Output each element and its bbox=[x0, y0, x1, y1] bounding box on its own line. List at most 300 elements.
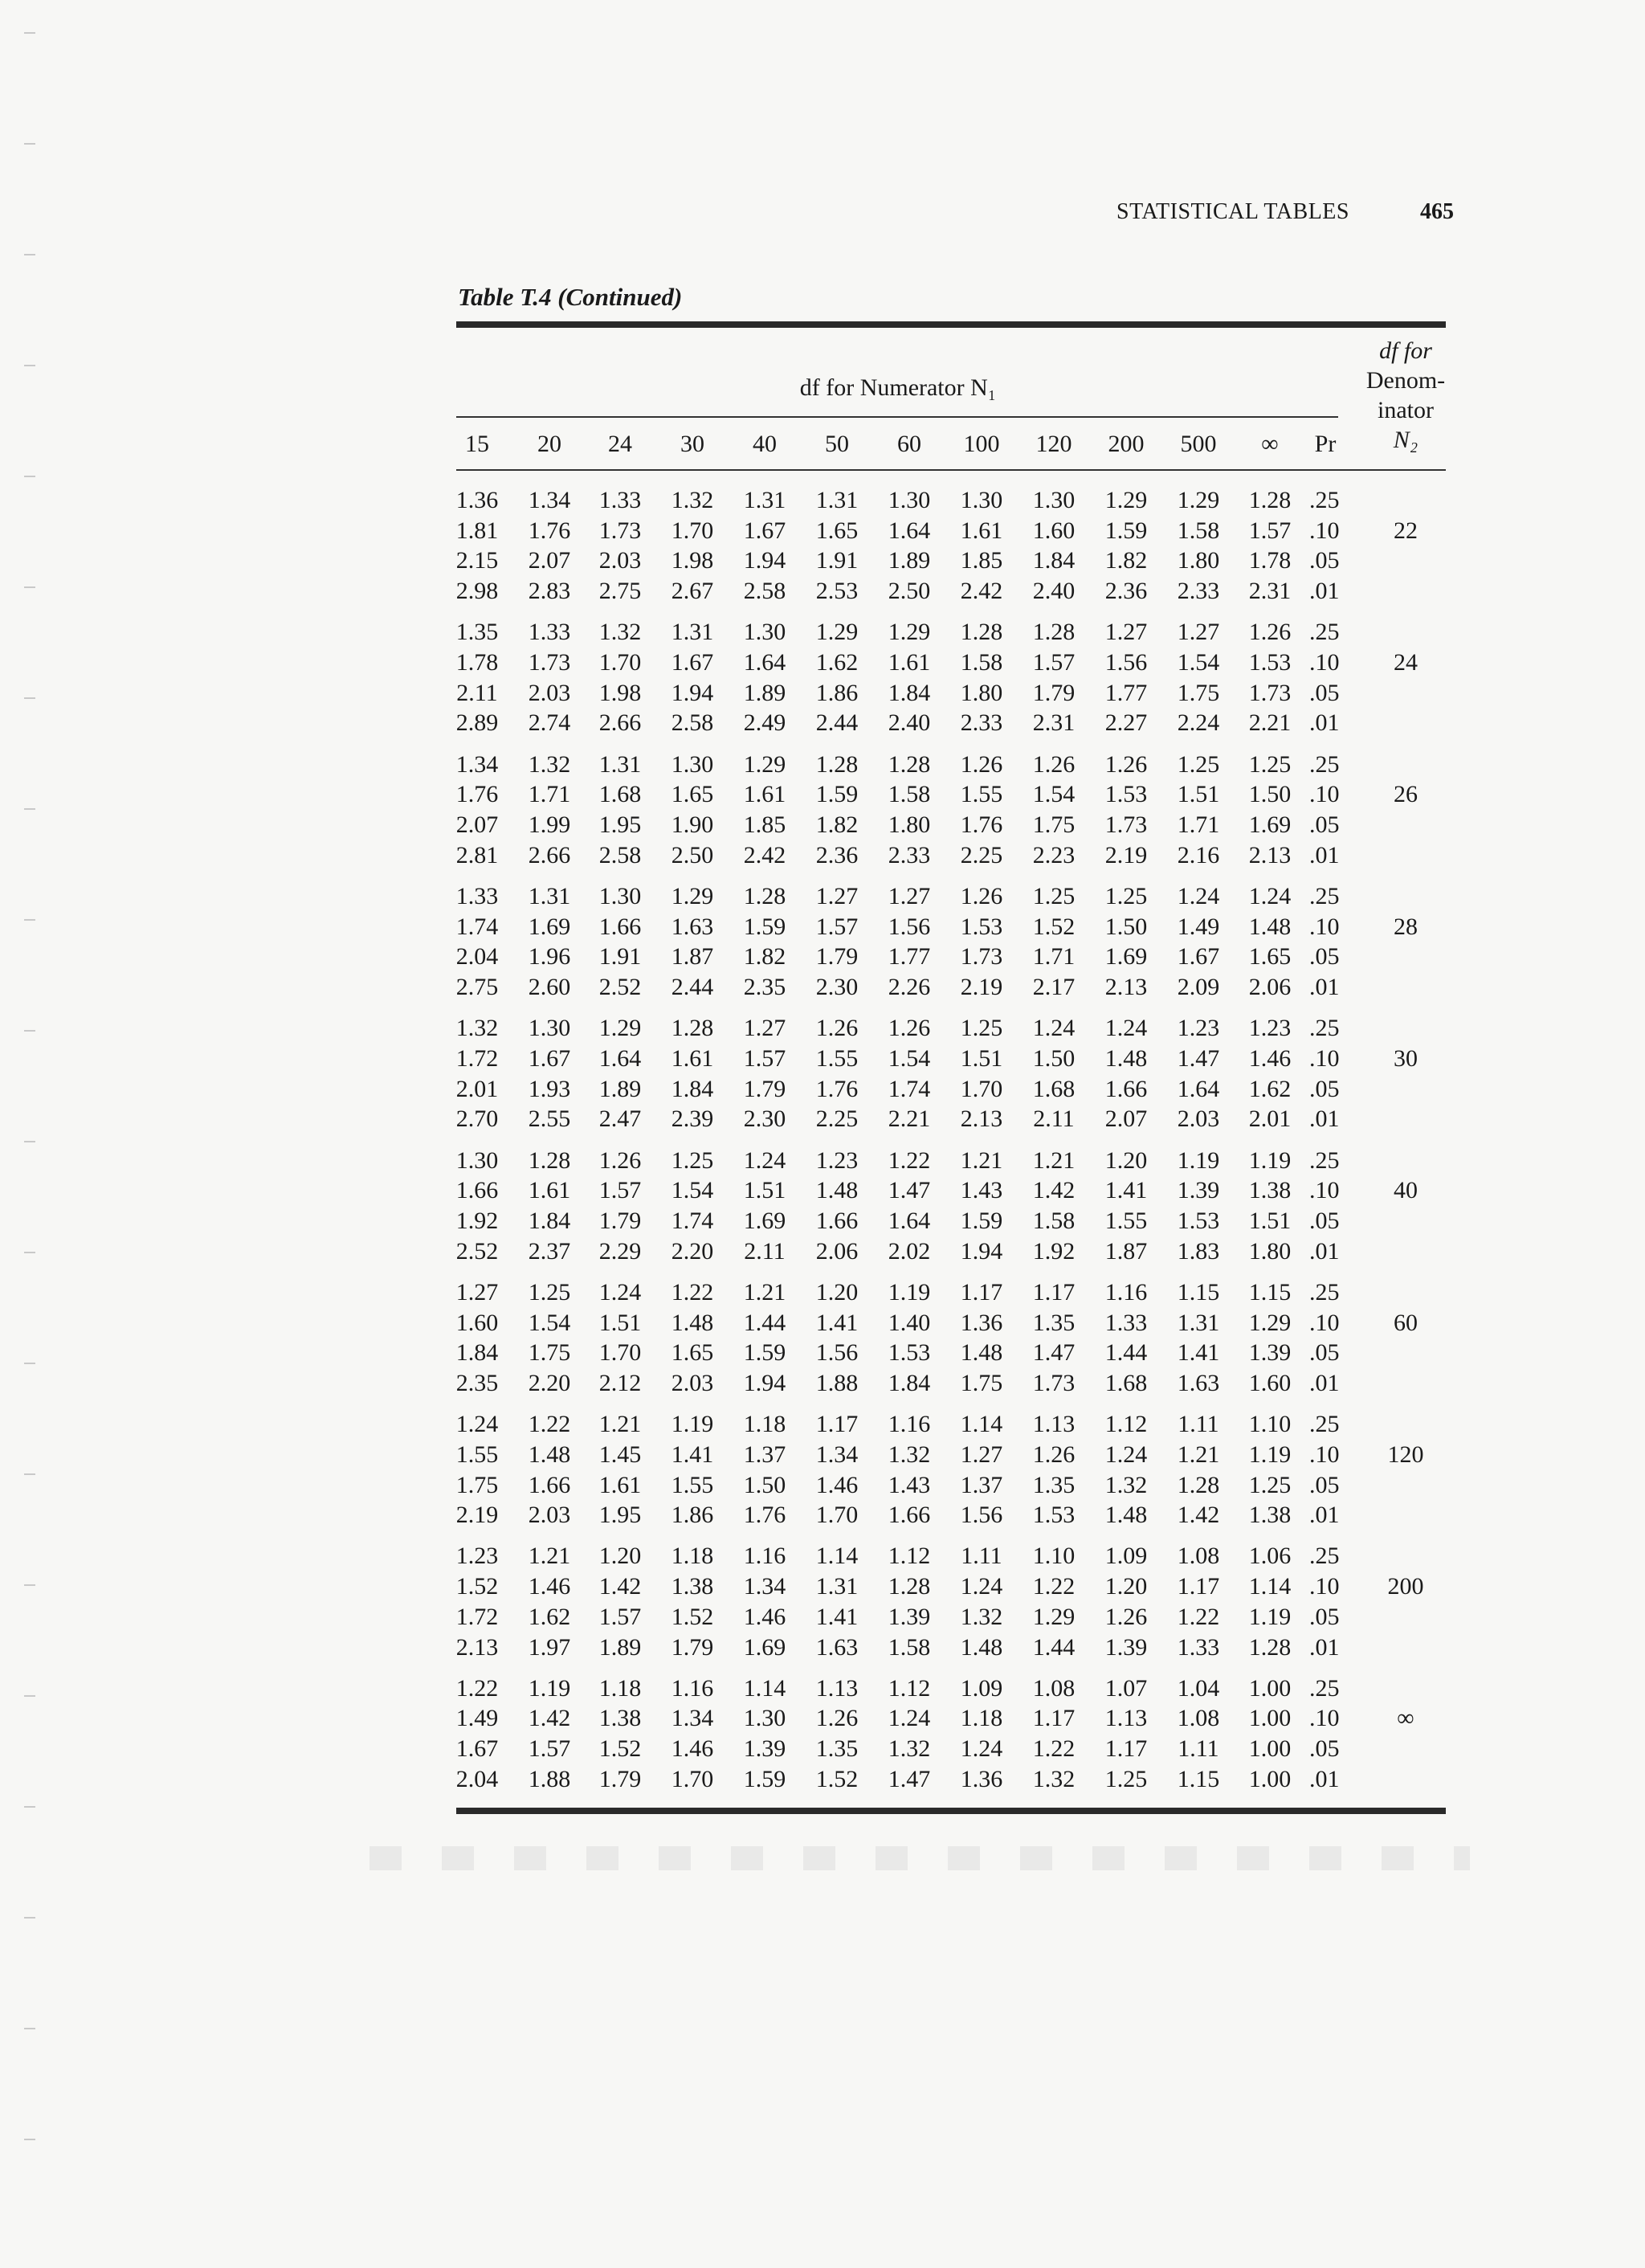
table-cell: 1.29 bbox=[1248, 1309, 1292, 1336]
table-cell: 1.50 bbox=[743, 1471, 786, 1498]
table-cell: 1.94 bbox=[743, 547, 786, 574]
table-cell: 2.17 bbox=[1032, 974, 1076, 1000]
table-cell: 1.75 bbox=[455, 1471, 499, 1498]
table-cell: 1.60 bbox=[1248, 1369, 1292, 1396]
margin-tick bbox=[24, 365, 35, 366]
table-cell: 1.30 bbox=[888, 487, 931, 513]
table-cell: 1.67 bbox=[743, 517, 786, 544]
table-cell: 1.90 bbox=[671, 811, 714, 838]
table-cell: 1.89 bbox=[888, 547, 931, 574]
table-cell: 1.26 bbox=[1032, 1440, 1076, 1468]
table-cell: 1.79 bbox=[598, 1765, 642, 1792]
table-cell: 1.54 bbox=[1032, 781, 1076, 808]
table-cell: 2.70 bbox=[455, 1105, 499, 1133]
table-cell: 1.22 bbox=[1177, 1603, 1220, 1630]
table-cell: 1.51 bbox=[960, 1044, 1003, 1072]
table-cell: 1.25 bbox=[1032, 882, 1076, 909]
table-cell: 2.13 bbox=[1248, 841, 1292, 868]
table-cell: 1.24 bbox=[1032, 1015, 1076, 1042]
table-cell: 1.59 bbox=[815, 781, 859, 808]
table-cell: 1.46 bbox=[815, 1471, 859, 1498]
table-cell: 1.17 bbox=[1177, 1573, 1220, 1600]
table-cell: 1.28 bbox=[528, 1146, 571, 1174]
table-cell: 1.29 bbox=[815, 619, 859, 646]
table-cell: 1.57 bbox=[528, 1735, 571, 1763]
margin-tick bbox=[24, 1695, 35, 1697]
table-cell: 2.30 bbox=[815, 974, 859, 1000]
table-cell: 1.24 bbox=[1177, 882, 1220, 909]
probability-cell: .10 bbox=[1309, 649, 1340, 676]
table-cell: 1.86 bbox=[671, 1502, 714, 1529]
table-cell: 2.60 bbox=[528, 974, 571, 1000]
table-cell: 1.21 bbox=[1032, 1146, 1076, 1174]
table-cell: 1.56 bbox=[888, 913, 931, 940]
table-cell: 2.03 bbox=[598, 547, 642, 574]
table-cell: 2.25 bbox=[960, 841, 1003, 868]
table-cell: 1.25 bbox=[1248, 1471, 1292, 1498]
binding-edge-marks bbox=[24, 0, 37, 2268]
table-cell: 2.36 bbox=[815, 841, 859, 868]
table-cell: 1.44 bbox=[743, 1309, 786, 1336]
table-cell: 1.20 bbox=[1104, 1573, 1148, 1600]
table-cell: 1.46 bbox=[528, 1573, 571, 1600]
table-cell: 2.27 bbox=[1104, 709, 1148, 737]
column-header-120: 120 bbox=[1035, 431, 1072, 457]
table-cell: 1.43 bbox=[888, 1471, 931, 1498]
table-cell: 1.80 bbox=[1177, 547, 1220, 574]
table-cell: 1.33 bbox=[455, 882, 499, 909]
table-cell: 2.47 bbox=[598, 1105, 642, 1133]
table-cell: 1.53 bbox=[1248, 649, 1292, 676]
denominator-df-label: 24 bbox=[1394, 649, 1418, 676]
table-cell: 1.62 bbox=[815, 649, 859, 676]
denominator-label-line-1: df for bbox=[1379, 337, 1432, 364]
table-cell: 2.52 bbox=[455, 1237, 499, 1265]
table-cell: 1.11 bbox=[1178, 1735, 1219, 1763]
table-cell: 1.56 bbox=[815, 1339, 859, 1367]
probability-cell: .25 bbox=[1309, 750, 1340, 778]
table-cell: 1.70 bbox=[815, 1502, 859, 1529]
table-cell: 1.80 bbox=[1248, 1237, 1292, 1265]
table-cell: 1.37 bbox=[743, 1440, 786, 1468]
table-cell: 1.58 bbox=[1032, 1207, 1076, 1234]
table-cell: 1.67 bbox=[671, 649, 714, 676]
table-cell: 1.89 bbox=[598, 1633, 642, 1661]
table-cell: 1.56 bbox=[960, 1502, 1003, 1529]
table-cell: 2.30 bbox=[743, 1105, 786, 1133]
table-cell: 1.98 bbox=[598, 679, 642, 706]
table-cell: 1.21 bbox=[960, 1146, 1003, 1174]
denominator-df-label: 28 bbox=[1394, 913, 1418, 940]
table-cell: 1.63 bbox=[671, 913, 714, 940]
table-cell: 1.48 bbox=[671, 1309, 714, 1336]
table-cell: 1.36 bbox=[960, 1765, 1003, 1792]
table-cell: 1.64 bbox=[888, 1207, 931, 1234]
table-cell: 1.61 bbox=[528, 1177, 571, 1204]
table-cell: 1.28 bbox=[888, 1573, 931, 1600]
table-cell: 1.75 bbox=[1032, 811, 1076, 838]
table-cell: 1.58 bbox=[888, 781, 931, 808]
probability-cell: .10 bbox=[1309, 913, 1340, 940]
running-head bbox=[1116, 199, 1454, 231]
column-header-60: 60 bbox=[897, 431, 921, 457]
table-cell: 1.32 bbox=[598, 619, 642, 646]
table-bottom-rule bbox=[456, 1808, 1446, 1814]
table-cell: 1.09 bbox=[960, 1674, 1003, 1702]
table-cell: 1.23 bbox=[455, 1543, 499, 1570]
table-cell: 2.58 bbox=[598, 841, 642, 868]
table-cell: 2.03 bbox=[671, 1369, 714, 1396]
table-cell: 1.17 bbox=[960, 1278, 1003, 1306]
table-cell: 1.08 bbox=[1177, 1705, 1220, 1732]
table-cell: 2.19 bbox=[960, 974, 1003, 1000]
header-bottom-rule bbox=[456, 469, 1446, 471]
table-cell: 2.15 bbox=[455, 547, 499, 574]
table-cell: 1.35 bbox=[1032, 1309, 1076, 1336]
table-cell: 1.32 bbox=[671, 487, 714, 513]
table-cell: 1.29 bbox=[1104, 487, 1148, 513]
table-cell: 1.73 bbox=[528, 649, 571, 676]
table-cell: 2.33 bbox=[1177, 578, 1220, 605]
table-cell: 1.25 bbox=[671, 1146, 714, 1174]
table-cell: 1.79 bbox=[671, 1633, 714, 1661]
table-cell: 2.04 bbox=[455, 1765, 499, 1792]
table-cell: 1.67 bbox=[528, 1044, 571, 1072]
probability-cell: .10 bbox=[1309, 781, 1340, 808]
table-cell: 1.39 bbox=[1248, 1339, 1292, 1367]
table-cell: 1.13 bbox=[815, 1674, 859, 1702]
table-cell: 1.48 bbox=[960, 1339, 1003, 1367]
table-cell: 2.01 bbox=[1248, 1105, 1292, 1133]
table-cell: 1.55 bbox=[960, 781, 1003, 808]
table-cell: 1.92 bbox=[1032, 1237, 1076, 1265]
probability-cell: .01 bbox=[1309, 1765, 1340, 1792]
table-cell: 1.31 bbox=[743, 487, 786, 513]
table-cell: 1.19 bbox=[1248, 1603, 1292, 1630]
denominator-df-label: 22 bbox=[1394, 517, 1418, 544]
table-cell: 1.30 bbox=[528, 1015, 571, 1042]
table-cell: 1.50 bbox=[1032, 1044, 1076, 1072]
table-cell: 1.17 bbox=[815, 1411, 859, 1438]
table-cell: 1.33 bbox=[1104, 1309, 1148, 1336]
table-cell: 1.70 bbox=[671, 1765, 714, 1792]
table-cell: 2.89 bbox=[455, 709, 499, 737]
table-cell: 1.18 bbox=[671, 1543, 714, 1570]
table-cell: 1.79 bbox=[815, 943, 859, 971]
table-cell: 1.28 bbox=[1032, 619, 1076, 646]
table-cell: 1.24 bbox=[888, 1705, 931, 1732]
table-cell: 2.13 bbox=[1104, 974, 1148, 1000]
table-cell: 1.87 bbox=[1104, 1237, 1148, 1265]
table-cell: 1.88 bbox=[815, 1369, 859, 1396]
table-cell: 2.16 bbox=[1177, 841, 1220, 868]
table-cell: 1.42 bbox=[1177, 1502, 1220, 1529]
probability-cell: .01 bbox=[1309, 1237, 1340, 1265]
table-cell: 1.26 bbox=[1104, 1603, 1148, 1630]
table-cell: 1.61 bbox=[598, 1471, 642, 1498]
table-cell: 1.22 bbox=[888, 1146, 931, 1174]
table-cell: 1.07 bbox=[1104, 1674, 1148, 1702]
table-cell: 1.19 bbox=[1177, 1146, 1220, 1174]
probability-cell: .25 bbox=[1309, 1411, 1340, 1438]
table-cell: 2.03 bbox=[528, 1502, 571, 1529]
table-cell: 1.27 bbox=[1177, 619, 1220, 646]
table-cell: 1.64 bbox=[743, 649, 786, 676]
table-cell: 2.81 bbox=[455, 841, 499, 868]
table-cell: 1.48 bbox=[1104, 1502, 1148, 1529]
table-cell: 1.89 bbox=[743, 679, 786, 706]
table-cell: 1.15 bbox=[1248, 1278, 1292, 1306]
table-cell: 1.76 bbox=[528, 517, 571, 544]
table-cell: 1.61 bbox=[960, 517, 1003, 544]
table-cell: 1.52 bbox=[815, 1765, 859, 1792]
table-cell: 2.19 bbox=[1104, 841, 1148, 868]
margin-tick bbox=[24, 1363, 35, 1364]
table-cell: 1.60 bbox=[455, 1309, 499, 1336]
table-cell: 1.54 bbox=[1177, 649, 1220, 676]
table-cell: 1.66 bbox=[598, 913, 642, 940]
table-cell: 1.00 bbox=[1248, 1674, 1292, 1702]
table-cell: 1.30 bbox=[671, 750, 714, 778]
table-cell: 1.69 bbox=[743, 1207, 786, 1234]
table-cell: 1.70 bbox=[598, 1339, 642, 1367]
table-cell: 1.39 bbox=[1104, 1633, 1148, 1661]
table-cell: 2.50 bbox=[671, 841, 714, 868]
table-cell: 1.32 bbox=[960, 1603, 1003, 1630]
table-cell: 1.36 bbox=[960, 1309, 1003, 1336]
probability-cell: .10 bbox=[1309, 1573, 1340, 1600]
table-cell: 1.38 bbox=[598, 1705, 642, 1732]
column-header-infinity: ∞ bbox=[1261, 431, 1279, 457]
table-cell: 1.08 bbox=[1032, 1674, 1076, 1702]
table-cell: 1.79 bbox=[743, 1075, 786, 1102]
table-cell: 2.06 bbox=[1248, 974, 1292, 1000]
table-cell: 1.99 bbox=[528, 811, 571, 838]
table-cell: 2.67 bbox=[671, 578, 714, 605]
table-cell: 2.13 bbox=[960, 1105, 1003, 1133]
table-cell: 1.29 bbox=[671, 882, 714, 909]
table-cell: 1.64 bbox=[888, 517, 931, 544]
table-cell: 1.48 bbox=[1104, 1044, 1148, 1072]
table-cell: 1.22 bbox=[671, 1278, 714, 1306]
table-cell: 1.21 bbox=[743, 1278, 786, 1306]
table-cell: 1.23 bbox=[815, 1146, 859, 1174]
table-cell: 1.34 bbox=[671, 1705, 714, 1732]
table-cell: 1.34 bbox=[815, 1440, 859, 1468]
table-cell: 1.19 bbox=[1248, 1146, 1292, 1174]
table-cell: 1.57 bbox=[598, 1177, 642, 1204]
table-cell: 1.76 bbox=[743, 1502, 786, 1529]
table-cell: 1.27 bbox=[1104, 619, 1148, 646]
margin-tick bbox=[24, 808, 35, 810]
table-cell: 1.93 bbox=[528, 1075, 571, 1102]
table-cell: 1.21 bbox=[528, 1543, 571, 1570]
table-cell: 1.73 bbox=[598, 517, 642, 544]
table-cell: 1.78 bbox=[455, 649, 499, 676]
table-cell: 1.84 bbox=[888, 679, 931, 706]
table-cell: 1.47 bbox=[888, 1765, 931, 1792]
table-cell: 1.48 bbox=[1248, 913, 1292, 940]
table-cell: 1.32 bbox=[888, 1440, 931, 1468]
margin-tick bbox=[24, 2139, 35, 2140]
table-cell: 1.57 bbox=[815, 913, 859, 940]
probability-cell: .01 bbox=[1309, 1105, 1340, 1133]
table-cell: 2.75 bbox=[455, 974, 499, 1000]
table-cell: 1.50 bbox=[1248, 781, 1292, 808]
table-cell: 1.80 bbox=[960, 679, 1003, 706]
table-cell: 1.24 bbox=[1104, 1440, 1148, 1468]
table-cell: 1.83 bbox=[1177, 1237, 1220, 1265]
table-cell: 1.17 bbox=[1032, 1705, 1076, 1732]
table-cell: 1.51 bbox=[598, 1309, 642, 1336]
table-cell: 1.28 bbox=[960, 619, 1003, 646]
table-cell: 1.32 bbox=[455, 1015, 499, 1042]
table-cell: 1.40 bbox=[888, 1309, 931, 1336]
table-cell: 1.52 bbox=[671, 1603, 714, 1630]
table-cell: 1.74 bbox=[888, 1075, 931, 1102]
table-cell: 1.42 bbox=[528, 1705, 571, 1732]
probability-cell: .25 bbox=[1309, 1674, 1340, 1702]
table-cell: 1.31 bbox=[671, 619, 714, 646]
margin-tick bbox=[24, 1473, 35, 1475]
table-cell: 2.33 bbox=[960, 709, 1003, 737]
probability-cell: .10 bbox=[1309, 1309, 1340, 1336]
table-cell: 1.96 bbox=[528, 943, 571, 971]
table-cell: 1.49 bbox=[455, 1705, 499, 1732]
table-cell: 1.75 bbox=[960, 1369, 1003, 1396]
table-cell: 1.26 bbox=[1104, 750, 1148, 778]
probability-cell: .05 bbox=[1309, 1075, 1340, 1102]
table-cell: 2.44 bbox=[815, 709, 859, 737]
denominator-df-label: 200 bbox=[1387, 1573, 1424, 1600]
table-cell: 1.31 bbox=[815, 1573, 859, 1600]
table-cell: 1.59 bbox=[743, 1765, 786, 1792]
table-cell: 2.03 bbox=[528, 679, 571, 706]
table-cell: 1.52 bbox=[455, 1573, 499, 1600]
margin-tick bbox=[24, 919, 35, 921]
table-cell: 1.62 bbox=[528, 1603, 571, 1630]
table-cell: 1.34 bbox=[528, 487, 571, 513]
table-cell: 2.66 bbox=[528, 841, 571, 868]
table-cell: 1.89 bbox=[598, 1075, 642, 1102]
table-top-rule bbox=[456, 321, 1446, 328]
table-cell: 1.00 bbox=[1248, 1705, 1292, 1732]
table-cell: 1.64 bbox=[1177, 1075, 1220, 1102]
table-cell: 1.31 bbox=[528, 882, 571, 909]
table-cell: 2.02 bbox=[888, 1237, 931, 1265]
table-cell: 1.94 bbox=[960, 1237, 1003, 1265]
table-cell: 1.48 bbox=[960, 1633, 1003, 1661]
probability-cell: .05 bbox=[1309, 1603, 1340, 1630]
table-cell: 1.31 bbox=[815, 487, 859, 513]
table-cell: 1.26 bbox=[888, 1015, 931, 1042]
table-cell: 1.25 bbox=[1248, 750, 1292, 778]
table-cell: 1.37 bbox=[960, 1471, 1003, 1498]
table-cell: 1.68 bbox=[598, 781, 642, 808]
table-cell: 1.24 bbox=[455, 1411, 499, 1438]
table-cell: 1.12 bbox=[1104, 1411, 1148, 1438]
table-cell: 1.68 bbox=[1104, 1369, 1148, 1396]
table-cell: 1.20 bbox=[1104, 1146, 1148, 1174]
table-cell: 1.51 bbox=[1177, 781, 1220, 808]
table-cell: 1.71 bbox=[528, 781, 571, 808]
table-cell: 2.29 bbox=[598, 1237, 642, 1265]
table-cell: 1.86 bbox=[815, 679, 859, 706]
table-cell: 1.78 bbox=[1248, 547, 1292, 574]
table-cell: 1.51 bbox=[743, 1177, 786, 1204]
table-cell: 2.12 bbox=[598, 1369, 642, 1396]
table-cell: 2.07 bbox=[528, 547, 571, 574]
table-cell: 1.95 bbox=[598, 1502, 642, 1529]
table-cell: 1.53 bbox=[960, 913, 1003, 940]
table-cell: 1.04 bbox=[1177, 1674, 1220, 1702]
table-cell: 1.84 bbox=[1032, 547, 1076, 574]
table-cell: 1.27 bbox=[455, 1278, 499, 1306]
margin-tick bbox=[24, 1141, 35, 1142]
table-cell: 1.77 bbox=[1104, 679, 1148, 706]
table-cell: 1.30 bbox=[455, 1146, 499, 1174]
table-cell: 1.32 bbox=[528, 750, 571, 778]
table-cell: 2.20 bbox=[528, 1369, 571, 1396]
table-cell: 1.53 bbox=[1032, 1502, 1076, 1529]
column-header-50: 50 bbox=[825, 431, 849, 457]
margin-tick bbox=[24, 32, 35, 34]
table-cell: 1.82 bbox=[815, 811, 859, 838]
table-cell: 1.08 bbox=[1177, 1543, 1220, 1570]
table-cell: 1.26 bbox=[1248, 619, 1292, 646]
probability-cell: .25 bbox=[1309, 487, 1340, 513]
table-cell: 1.72 bbox=[455, 1044, 499, 1072]
table-cell: 1.55 bbox=[455, 1440, 499, 1468]
table-cell: 1.87 bbox=[671, 943, 714, 971]
table-cell: 1.94 bbox=[671, 679, 714, 706]
table-cell: 1.55 bbox=[1104, 1207, 1148, 1234]
table-cell: 1.28 bbox=[671, 1015, 714, 1042]
margin-tick bbox=[24, 1252, 35, 1253]
table-cell: 1.98 bbox=[671, 547, 714, 574]
table-cell: 1.79 bbox=[1032, 679, 1076, 706]
table-cell: 1.69 bbox=[1104, 943, 1148, 971]
table-cell: 1.30 bbox=[960, 487, 1003, 513]
table-cell: 1.71 bbox=[1032, 943, 1076, 971]
table-cell: 1.28 bbox=[888, 750, 931, 778]
probability-cell: .25 bbox=[1309, 1015, 1340, 1042]
table-cell: 1.65 bbox=[671, 781, 714, 808]
table-cell: 1.63 bbox=[1177, 1369, 1220, 1396]
table-cell: 1.32 bbox=[1032, 1765, 1076, 1792]
table-cell: 2.04 bbox=[455, 943, 499, 971]
table-cell: 1.30 bbox=[743, 1705, 786, 1732]
probability-cell: .01 bbox=[1309, 709, 1340, 737]
table-cell: 1.42 bbox=[598, 1573, 642, 1600]
table-cell: 1.76 bbox=[960, 811, 1003, 838]
table-cell: 1.53 bbox=[1177, 1207, 1220, 1234]
table-cell: 1.85 bbox=[743, 811, 786, 838]
table-cell: 2.07 bbox=[455, 811, 499, 838]
column-header-24: 24 bbox=[608, 431, 632, 457]
table-cell: 2.11 bbox=[456, 679, 498, 706]
table-cell: 1.15 bbox=[1177, 1765, 1220, 1792]
table-cell: 1.70 bbox=[671, 517, 714, 544]
table-cell: 1.79 bbox=[598, 1207, 642, 1234]
table-cell: 2.35 bbox=[743, 974, 786, 1000]
table-cell: 1.16 bbox=[1104, 1278, 1148, 1306]
table-cell: 1.12 bbox=[888, 1543, 931, 1570]
table-cell: 1.27 bbox=[743, 1015, 786, 1042]
margin-tick bbox=[24, 1030, 35, 1032]
table-cell: 2.26 bbox=[888, 974, 931, 1000]
table-cell: 1.10 bbox=[1032, 1543, 1076, 1570]
